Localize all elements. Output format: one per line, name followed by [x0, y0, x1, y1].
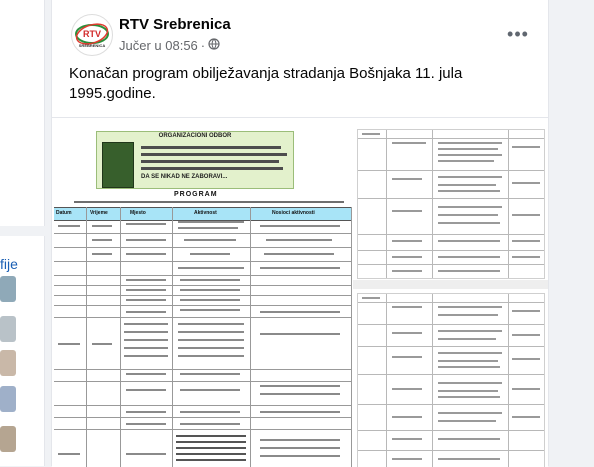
post-image-gallery[interactable]: [52, 117, 548, 467]
sidebar-photo[interactable]: [0, 350, 16, 376]
post-meta: [119, 38, 220, 53]
document-header-box: [96, 131, 294, 189]
page-name-link[interactable]: RTV Srebrenica: [119, 16, 231, 33]
column-header: Mjesto: [130, 210, 146, 216]
program-document-page-2[interactable]: [353, 123, 548, 467]
sidebar-photo[interactable]: [0, 316, 16, 342]
logo-text: RTV: [83, 29, 101, 39]
more-options-button[interactable]: •••: [507, 23, 529, 44]
column-header: Nosioci aktivnosti: [272, 210, 315, 216]
page-separator: [353, 280, 548, 289]
document-header-title: ORGANIZACIONI ODBOR: [158, 133, 232, 139]
sidebar-partial-text[interactable]: fije: [0, 256, 18, 272]
left-card-top: [0, 0, 45, 226]
document-slogan: DA SE NIKAD NE ZABORAVI...: [141, 174, 228, 180]
document-thumbnail-top: [357, 129, 545, 279]
program-title: PROGRAM: [174, 191, 218, 198]
sidebar-photo[interactable]: [0, 276, 16, 302]
column-header: Vrijeme: [90, 210, 108, 216]
rtv-logo-icon: [72, 15, 112, 55]
program-document-page-1[interactable]: [54, 123, 352, 467]
meta-separator: ·: [200, 38, 206, 53]
post-timestamp[interactable]: Jučer u 08:56: [119, 38, 198, 53]
sidebar-photo[interactable]: [0, 426, 16, 452]
logo-subtext: SREBRENICA: [78, 43, 106, 48]
post-text: Konačan program obilježavanja stradanja Bošnjaka 11. jula 1995.godine.: [69, 65, 463, 102]
column-header: Datum: [56, 210, 72, 216]
facebook-post-card: [51, 0, 549, 466]
page-avatar[interactable]: [71, 14, 113, 56]
left-sidebar-strip: [0, 0, 50, 466]
sidebar-photo[interactable]: [0, 386, 16, 412]
column-header: Aktivnost: [194, 210, 217, 216]
memorial-logo-icon: [102, 142, 134, 188]
program-table-header: [54, 207, 352, 221]
document-thumbnail-bottom: [357, 293, 545, 467]
globe-icon[interactable]: [208, 38, 220, 53]
